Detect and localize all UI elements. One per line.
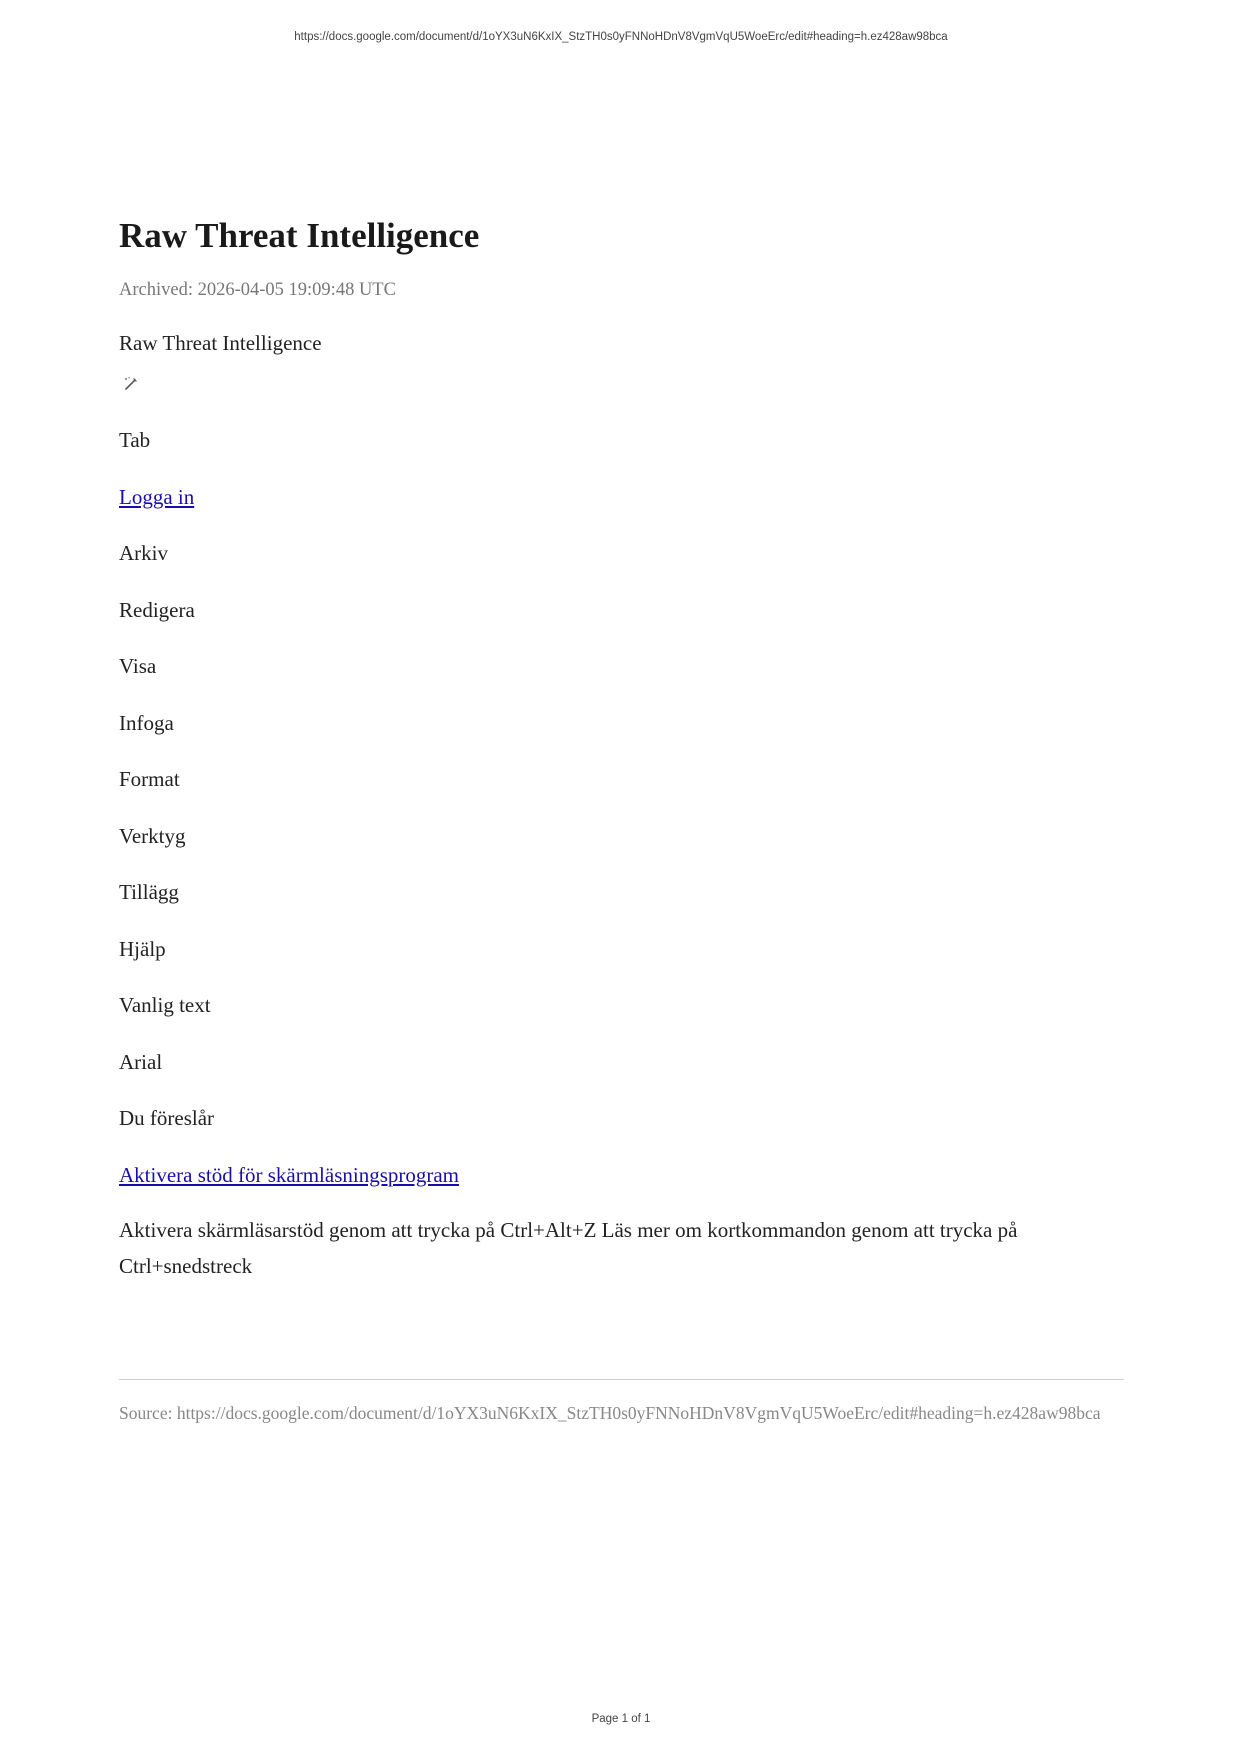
- print-header-url: https://docs.google.com/document/d/1oYX3uN6KxIX_StzTH0s0yFNNoHDnV8VgmVqU5WoeErc/edit#heading=h.ez428aw98bca: [294, 31, 948, 43]
- document-items: [119, 425, 1124, 1284]
- document-title: Raw Threat Intelligence: [119, 216, 480, 255]
- login-link[interactable]: Logga in: [119, 484, 195, 509]
- screen-reader-support-link[interactable]: Aktivera stöd för skärmläsningsprogram: [119, 1162, 460, 1187]
- document-body: [119, 212, 1124, 1305]
- document-name: Raw Threat Intelligence: [119, 331, 322, 355]
- item-visa: Visa: [119, 654, 157, 678]
- item-redigera: Redigera: [119, 597, 195, 622]
- item-format: Format: [119, 767, 180, 791]
- item-vanlig-text: Vanlig text: [119, 993, 211, 1017]
- item-tillagg: Tillägg: [119, 880, 179, 904]
- item-verktyg: Verktyg: [119, 823, 186, 848]
- edit-wand-icon: [119, 376, 1124, 396]
- screen-reader-note: Aktivera skärmläsarstöd genom att trycka på Ctrl+Alt+Z Läs mer om kortkommandon genom att trycka på Ctrl+snedstreck: [119, 1218, 1018, 1278]
- item-arkiv: Arkiv: [119, 541, 168, 565]
- item-arial: Arial: [119, 1049, 163, 1074]
- page-number: Page 1 of 1: [591, 1713, 651, 1725]
- item-infoga: Infoga: [119, 710, 174, 735]
- item-tab: Tab: [119, 428, 151, 452]
- archived-timestamp: Archived: 2026-04-05 19:09:48 UTC: [119, 280, 396, 300]
- divider: [119, 1379, 1124, 1380]
- item-hjalp: Hjälp: [119, 936, 166, 961]
- source-url: Source: https://docs.google.com/document/d/1oYX3uN6KxIX_StzTH0s0yFNNoHDnV8VgmVqU5WoeErc/edit#heading=h.ez428aw98bca: [119, 1403, 1101, 1423]
- item-du-foreslar: Du föreslår: [119, 1106, 215, 1130]
